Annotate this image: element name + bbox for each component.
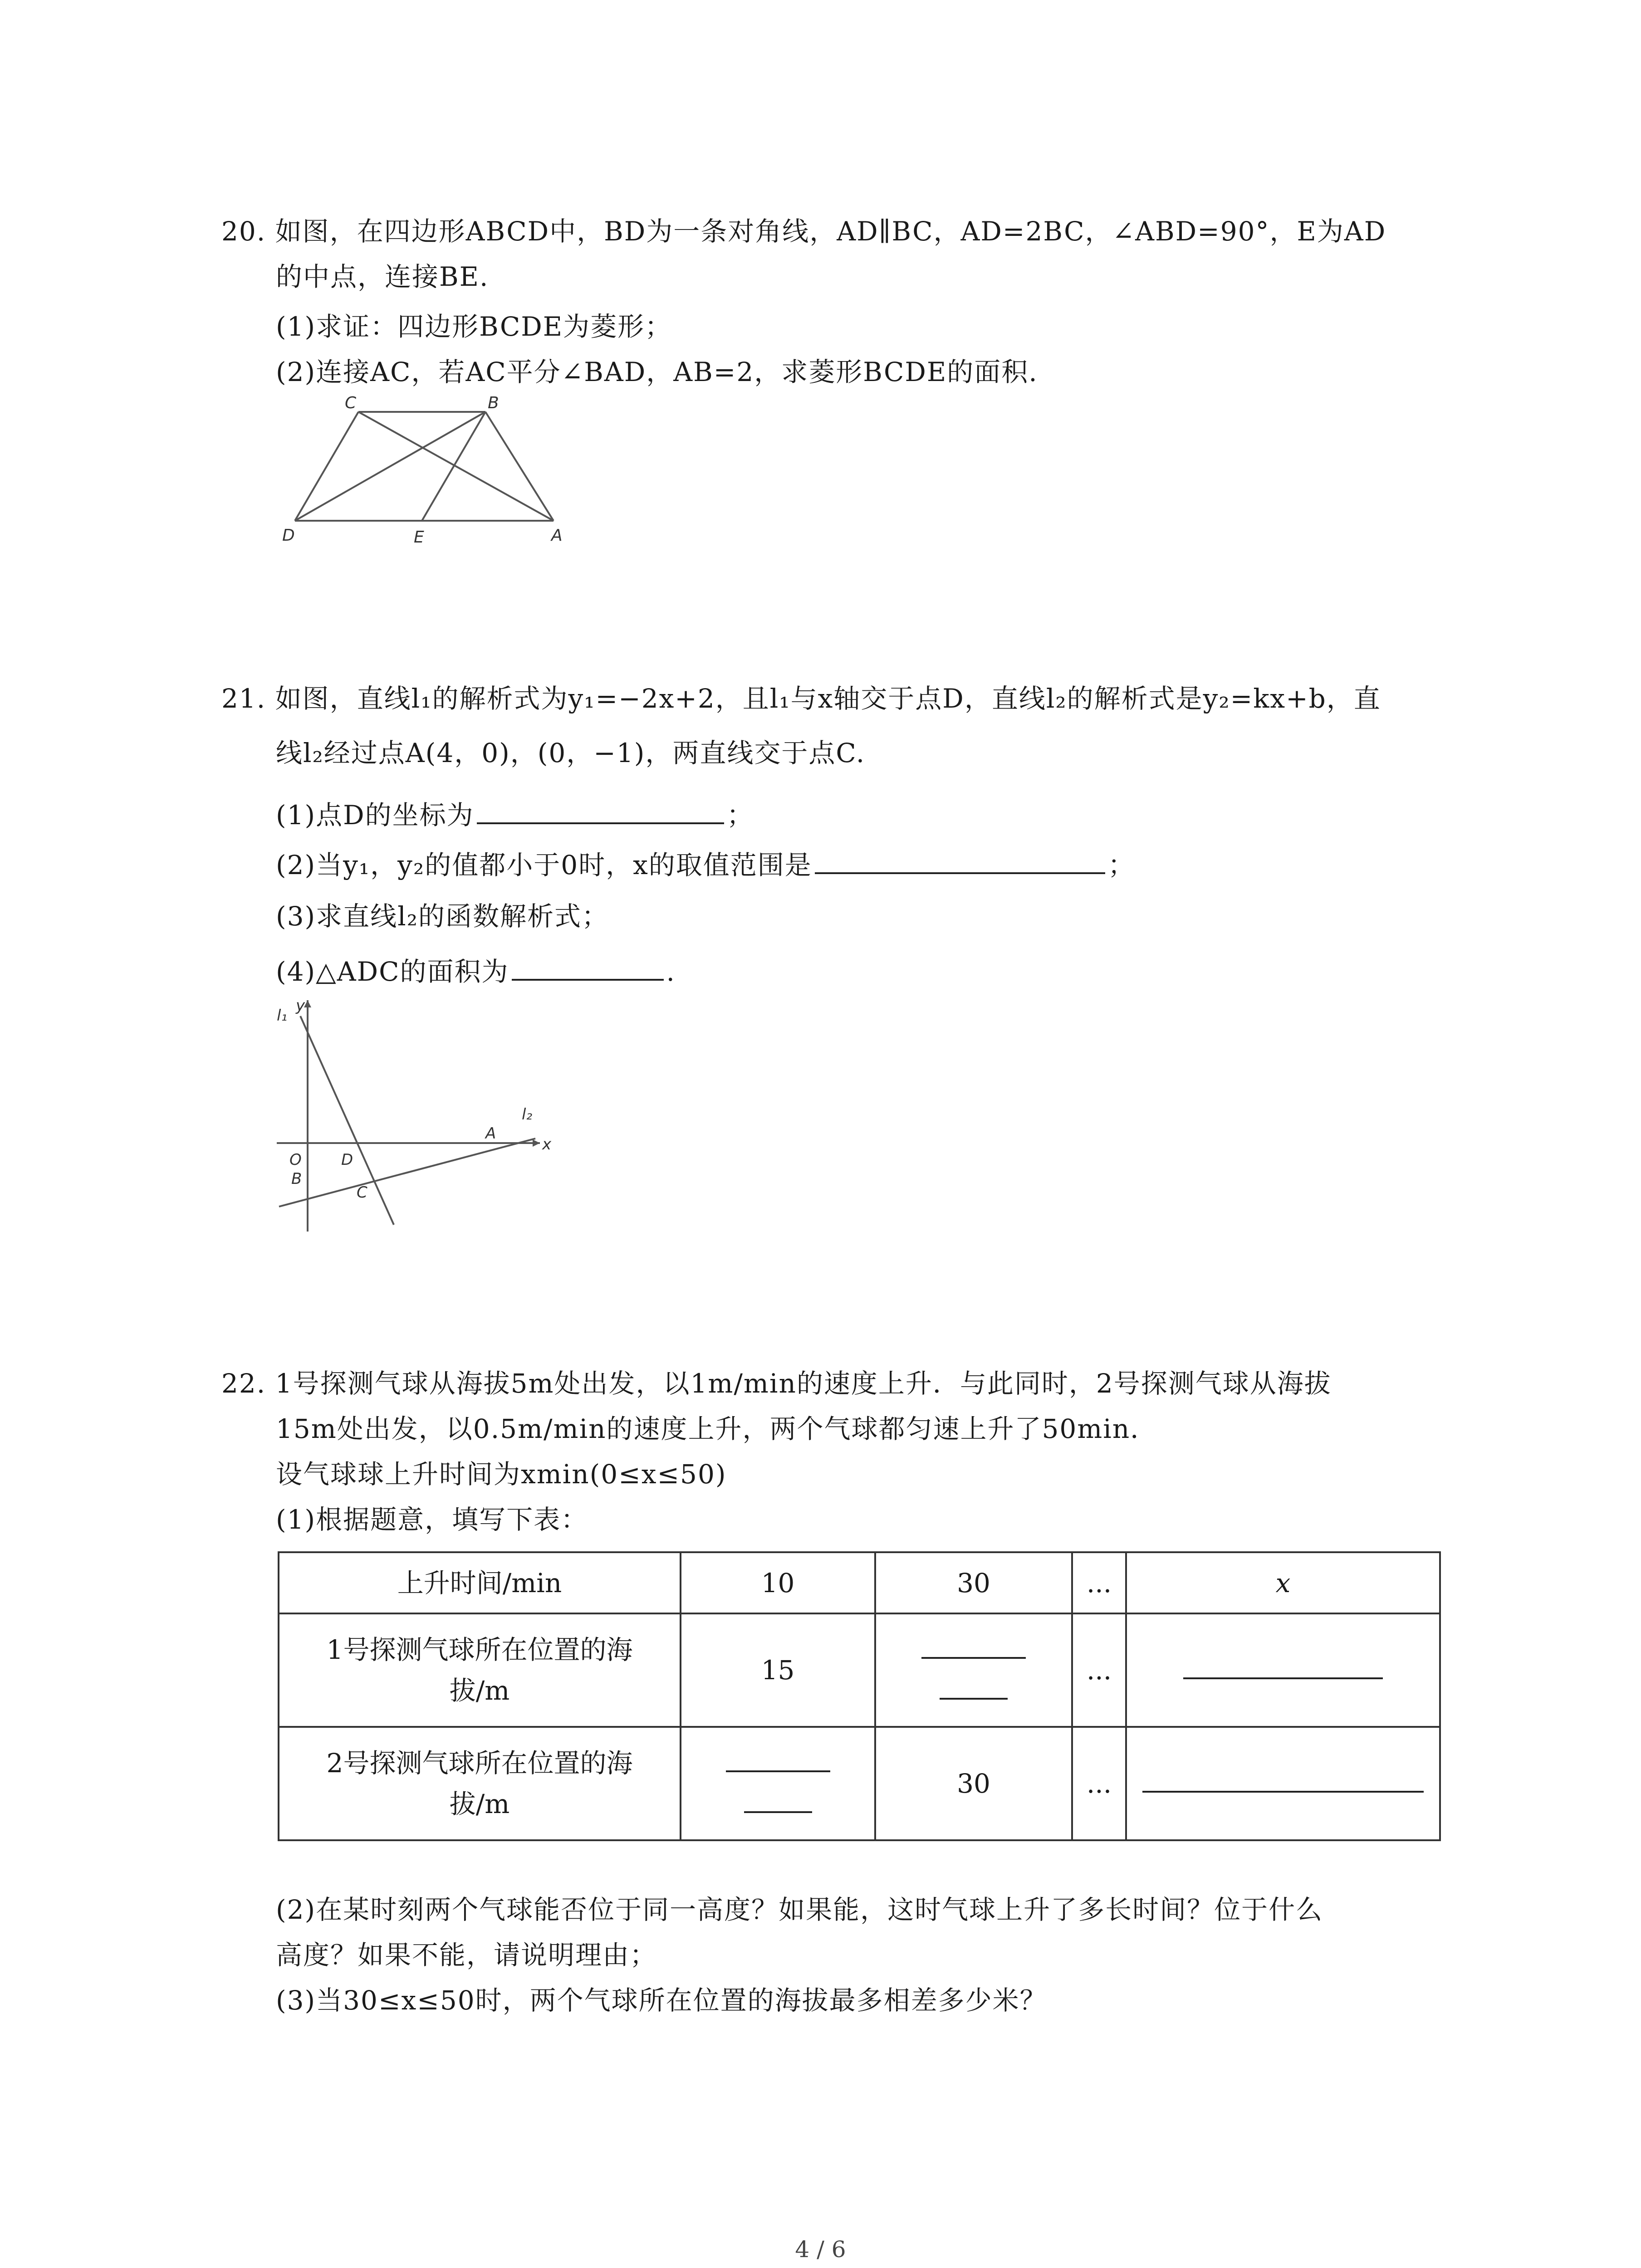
q22-data-table: [278, 1551, 1441, 1841]
q21-label-x: x: [542, 1135, 552, 1154]
q21-label-y: y: [296, 997, 305, 1015]
q21-label-c: C: [357, 1183, 367, 1202]
q21-part3: (3)求直线l₂的函数解析式；: [276, 901, 609, 932]
table-row: [279, 1727, 1440, 1840]
q22-part2-line1: (2)在某时刻两个气球能否位于同一高度？如果能，这时气球上升了多长时间？位于什么: [276, 1894, 1323, 1925]
table-row: [279, 1613, 1440, 1727]
q21-label-a: A: [485, 1124, 496, 1143]
q21-label-l1: l₁: [277, 1007, 288, 1025]
q20-line2: 的中点，连接BE.: [276, 261, 489, 292]
q21-label-l2: l₂: [522, 1105, 533, 1124]
q21-part2: (2)当y₁，y₂的值都小于0时，x的取值范围是 ；: [276, 846, 1135, 883]
table-row1-blank-30[interactable]: [875, 1613, 1072, 1727]
table-header-dots: ...: [1072, 1552, 1126, 1613]
q21-line2: 线l₂经过点A(4，0)，(0，−1)，两直线交于点C.: [276, 738, 866, 768]
q21-label-b: B: [291, 1170, 302, 1188]
table-row2-dots: ...: [1072, 1727, 1126, 1840]
q22-line2: 15m处出发，以0.5m/min的速度上升，两个气球都匀速上升了50min．: [276, 1413, 1158, 1444]
table-header-x: x: [1126, 1552, 1440, 1613]
page-number: 4 / 6: [795, 2236, 846, 2263]
q20-label-a: A: [551, 526, 563, 545]
table-row2-blank-x[interactable]: [1126, 1727, 1440, 1840]
q21-line1: 21. 如图，直线l₁的解析式为y₁=−2x+2，且l₁与x轴交于点D，直线l₂的解析式是y₂=kx+b，直: [221, 683, 1381, 714]
q20-line1: 20. 如图，在四边形ABCD中，BD为一条对角线，AD∥BC，AD=2BC，∠ABD=90°，E为AD: [221, 216, 1386, 247]
q20-label-c: C: [345, 395, 357, 412]
q21-part1: (1)点D的坐标为 ；: [276, 796, 754, 833]
table-row1-blank-x[interactable]: [1126, 1613, 1440, 1727]
q22-line3: 设气球球上升时间为xmin(0≤x≤50): [276, 1459, 727, 1490]
table-row2-label: [279, 1727, 681, 1840]
table-row2-blank-10[interactable]: [681, 1727, 875, 1840]
row2-label-line-b: 拔/m: [449, 1789, 510, 1819]
q20-part1: (1)求证：四边形BCDE为菱形；: [276, 311, 672, 342]
answer-blank-x-range[interactable]: [815, 846, 1105, 874]
q21-part4: (4)△ADC的面积为 .: [276, 953, 676, 990]
table-header-time: 上升时间/min: [279, 1552, 681, 1613]
q22-part1: (1)根据题意，填写下表：: [276, 1504, 588, 1535]
answer-blank-area[interactable]: [512, 953, 664, 981]
q22-part3: (3)当30≤x≤50时，两个气球所在位置的海拔最多相差多少米？: [276, 1985, 1047, 2016]
q21-label-d: D: [341, 1151, 353, 1169]
row1-label-line-b: 拔/m: [449, 1675, 510, 1706]
q21-coordinate-figure: [268, 993, 567, 1238]
table-row2-value-30: 30: [875, 1727, 1072, 1840]
q20-part2: (2)连接AC，若AC平分∠BAD，AB=2，求菱形BCDE的面积.: [276, 357, 1038, 387]
row2-label-line-a: 2号探测气球所在位置的海: [326, 1748, 633, 1779]
q20-label-e: E: [414, 528, 424, 547]
row1-label-line-a: 1号探测气球所在位置的海: [326, 1634, 633, 1665]
table-row1-label: [279, 1613, 681, 1727]
table-header-10: 10: [681, 1552, 875, 1613]
table-header-30: 30: [875, 1552, 1072, 1613]
q21-label-o: O: [289, 1151, 302, 1169]
q20-label-d: D: [282, 526, 295, 545]
q22-line1: 22. 1号探测气球从海拔5m处出发，以1m/min的速度上升．与此同时，2号探测气球从海拔: [221, 1368, 1332, 1399]
table-row1-value-10: 15: [681, 1613, 875, 1727]
table-row: [279, 1552, 1440, 1613]
q20-label-b: B: [488, 395, 499, 412]
answer-blank-d-coordinate[interactable]: [477, 796, 724, 824]
q20-quadrilateral-figure: [272, 395, 581, 553]
q22-part2-line2: 高度？如果不能，请说明理由；: [276, 1940, 657, 1970]
table-row1-dots: ...: [1072, 1613, 1126, 1727]
